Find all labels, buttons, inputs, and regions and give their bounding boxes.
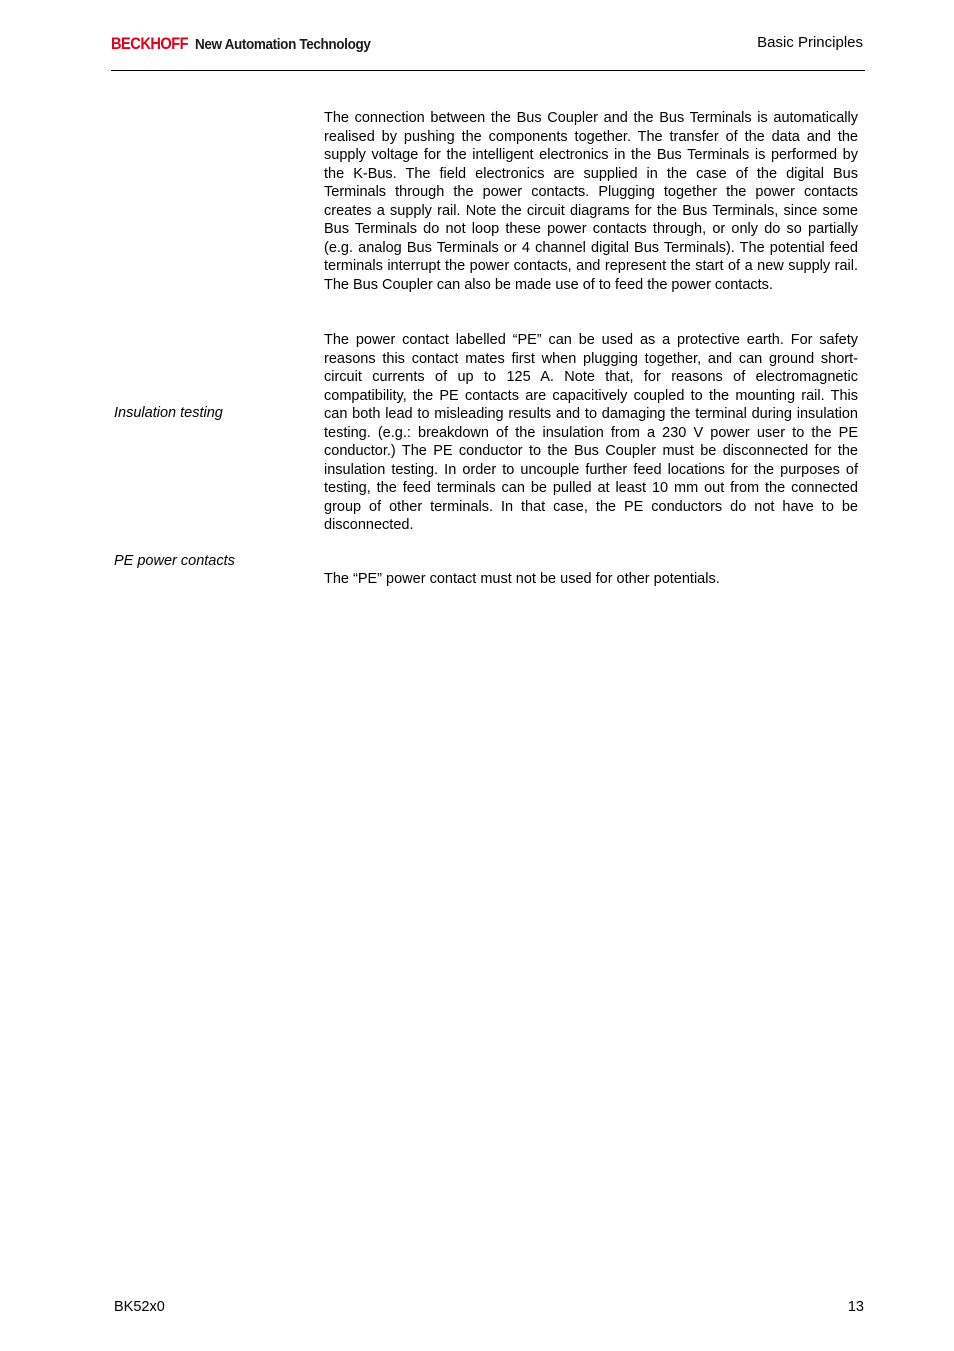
paragraph-pe-contact: The power contact labelled “PE” can be used as a protective earth. For safety reasons this contact mates first when plugging together, and can ground short-circuit currents of up to 125 A. Note that, for reasons of electromagnetic compatibility, the PE contacts are capacitively coupled to the mounting rail. This can both lead to misleading results and to damaging the terminal during insulation testing. (e.g.: breakdown of the insulation from a 230 V power user to the PE conductor.) The PE conductor to the Bus Coupler must be disconnected for the insulation testing. In order to uncouple further feed locations for the purposes of testing, the feed terminals can be pulled at least 10 mm out from the connected group of other terminals. In that case, the PE conductors do not have to be disconnected.: [324, 332, 858, 533]
margin-note-insulation-testing: Insulation testing: [114, 405, 223, 421]
beckhoff-logo: [111, 34, 400, 55]
footer-product-name: BK52x0: [114, 1299, 165, 1315]
margin-note-pe-power-contacts: PE power contacts: [114, 553, 235, 569]
section-title: Basic Principles: [757, 34, 863, 51]
logo-brand: BECKHOFF: [111, 34, 189, 53]
footer-page-number: 13: [847, 1299, 864, 1315]
page-header: [111, 30, 865, 71]
paragraph-bus-connection: The connection between the Bus Coupler and the Bus Terminals is automatically realised by pushing the components together. The transfer of the data and the supply voltage for the intelligent electronics in the Bus Terminals is performed by the K-Bus. The field electronics are supplied in the case of the digital Bus Terminals through the power contacts. Plugging together the power contacts creates a supply rail. Note the circuit diagrams for the Bus Terminals, since some Bus Terminals do not loop these power contacts through, or only do so partially (e.g. analog Bus Terminals or 4 channel digital Bus Terminals). The potential feed terminals interrupt the power contacts, and represent the start of a new supply rail. The Bus Coupler can also be made use of to feed the power contacts.: [324, 110, 858, 293]
logo-tagline: New Automation Technology: [195, 36, 371, 53]
paragraph-pe-warning: The “PE” power contact must not be used for other potentials.: [324, 571, 720, 587]
